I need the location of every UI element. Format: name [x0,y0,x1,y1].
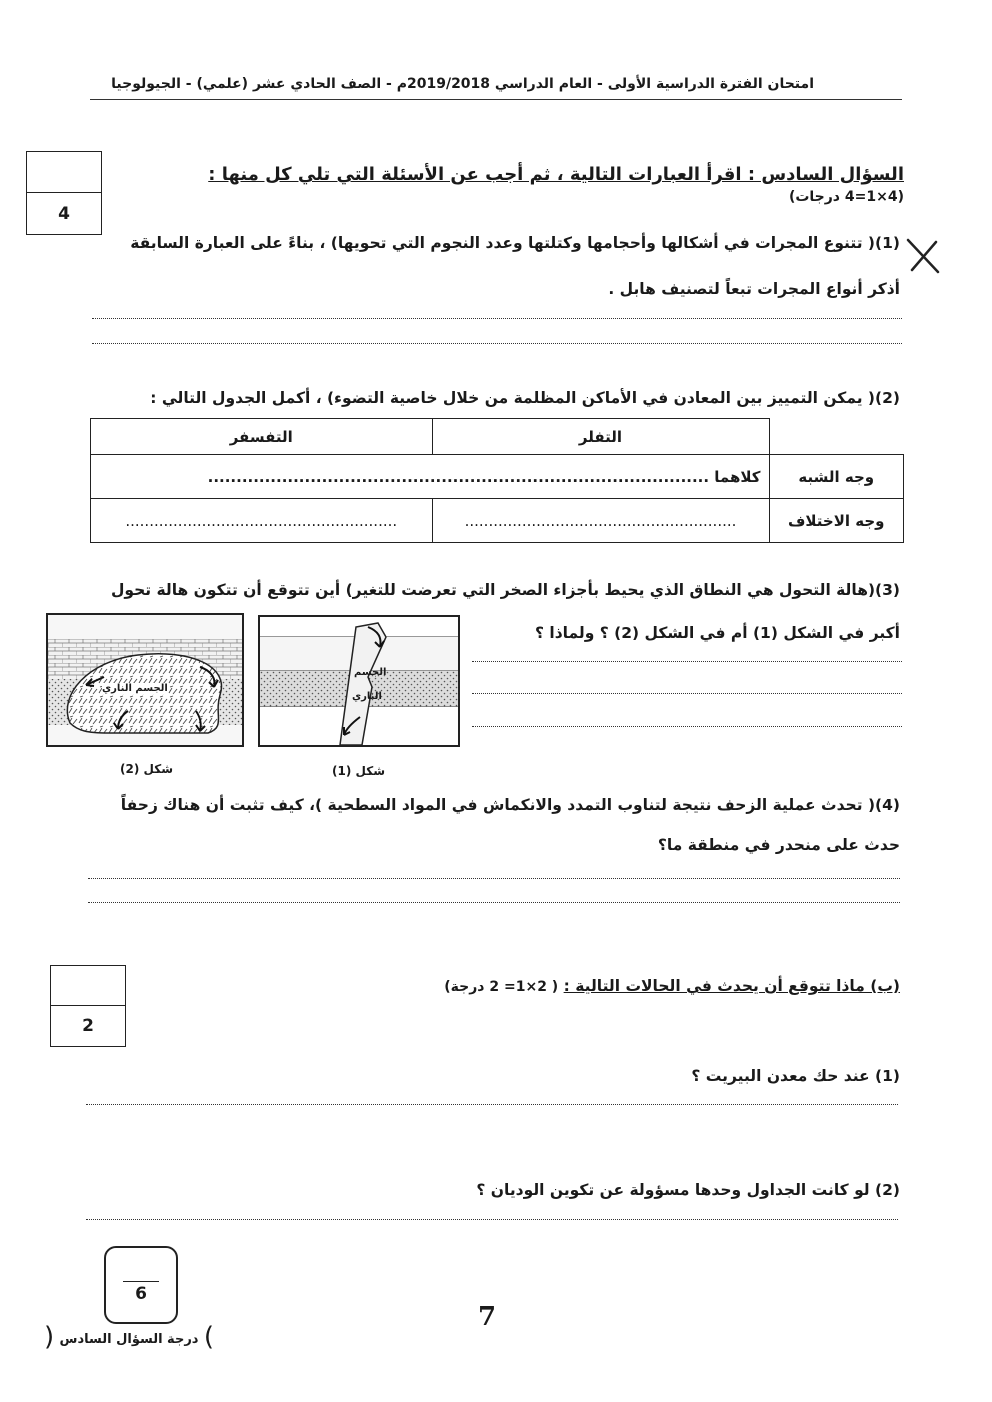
section-b-heading [200,977,900,995]
total-score-label [44,1322,214,1356]
q1-answer-line-2[interactable] [92,343,902,344]
q1-answer-line-1[interactable] [92,318,902,319]
q4-answer-line-1[interactable] [88,878,900,879]
total-score-box [104,1246,178,1324]
label-right-bracket: ) [203,1322,214,1352]
figure-1-label-a: الجسم [354,667,387,678]
total-score-value: 6 [135,1284,147,1304]
luminescence-table [90,418,904,543]
q1-line2: أذكر أنواع المجرات تبعاً لتصنيف هابل . [608,280,900,298]
table-row-difference-fluorescence[interactable]: ......................................................... [432,499,769,543]
total-score-rule [123,1281,159,1282]
figure-2-intrusion-diagram [46,613,244,747]
header-rule [90,99,902,100]
q3-answer-line-1[interactable] [472,661,902,662]
section-b-q2-answer-line[interactable] [86,1219,898,1220]
score-blank-b [51,966,125,1006]
q3-line1: (3)(هالة التحول هي النطاق الذي يحيط بأجزاء الصخر التي تعرضت للتغير) أين تتوقع أن تتكون هالة تحول [110,581,900,599]
figure-2-caption: شكل (2) [120,762,173,776]
section-b-score: 2 [82,1016,94,1036]
table-corner-cell [769,419,904,455]
label-left-bracket: ( [44,1322,55,1352]
q4-line1: (4)( تحدث عملية الزحف نتيجة لتناوب التمدد والانكماش في المواد السطحية )، كيف تثبت أن هناك زحفاً [120,796,900,814]
q2-text: (2)( يمكن التمييز بين المعادن في الأماكن المظلمة من خلال خاصية التضوء) ، أكمل الجدول التالي : [150,389,900,407]
table-row-difference-phosphorescence[interactable]: ......................................................... [91,499,433,543]
section-b-q1-answer-line[interactable] [86,1104,898,1105]
figure-1-dike-diagram [258,615,460,747]
section-b-score-box [50,965,126,1047]
exam-header: امتحان الفترة الدراسية الأولى - العام الدراسي 2019/2018م - الصف الحادي عشر (علمي) - الجيولوجيا [111,76,814,92]
score-blank [27,152,101,193]
q3-answer-line-3[interactable] [472,726,902,727]
section-a-heading [184,164,904,206]
figure-1-caption: شكل (1) [332,764,385,778]
q4-line2: حدث على منحدر في منطقة ما؟ [657,836,900,854]
section-b-heading-text: (ب) ماذا تتوقع أن يحدث في الحالات التالية : [563,977,900,995]
section-a-score: 4 [58,203,70,224]
section-b-marks: ( 2×1= 2 درجة) [444,979,559,995]
section-a-score-box [26,151,102,235]
page-number: 7 [478,1302,497,1332]
table-row-difference-label: وجه الاختلاف [769,499,904,543]
section-a-heading-text: السؤال السادس : اقرأ العبارات التالية ، ثم أجب عن الأسئلة التي تلي كل منها : [208,164,904,185]
table-row-similarity-value[interactable]: كلاهما ........................................................................................ [91,455,770,499]
q3-line2: أكبر في الشكل (1) أم في الشكل (2) ؟ ولماذا ؟ [535,624,900,642]
table-header-fluorescence: التفلر [432,419,769,455]
total-score-label-text: درجة السؤال السادس [59,1332,199,1347]
q3-answer-line-2[interactable] [472,693,902,694]
table-header-phosphorescence: التفسفر [91,419,433,455]
section-b-q2: (2) لو كانت الجداول وحدها مسؤولة عن تكوين الوديان ؟ [476,1181,900,1199]
q1-line1: (1)( تتنوع المجرات في أشكالها وأحجامها وكتلتها وعدد النجوم التي تحويها) ، بناءً على العبارة السابقة [130,234,900,252]
cross-mark-icon [904,236,942,280]
figure-2-label: الجسم الناري [102,683,168,694]
table-row-similarity-label: وجه الشبه [769,455,904,499]
q4-answer-line-2[interactable] [88,902,900,903]
section-a-marks: (4×1=4 درجات) [788,189,904,205]
figure-1-label-b: الناري [352,691,382,702]
section-b-q1: (1) عند حك معدن البيريت ؟ [691,1067,900,1085]
